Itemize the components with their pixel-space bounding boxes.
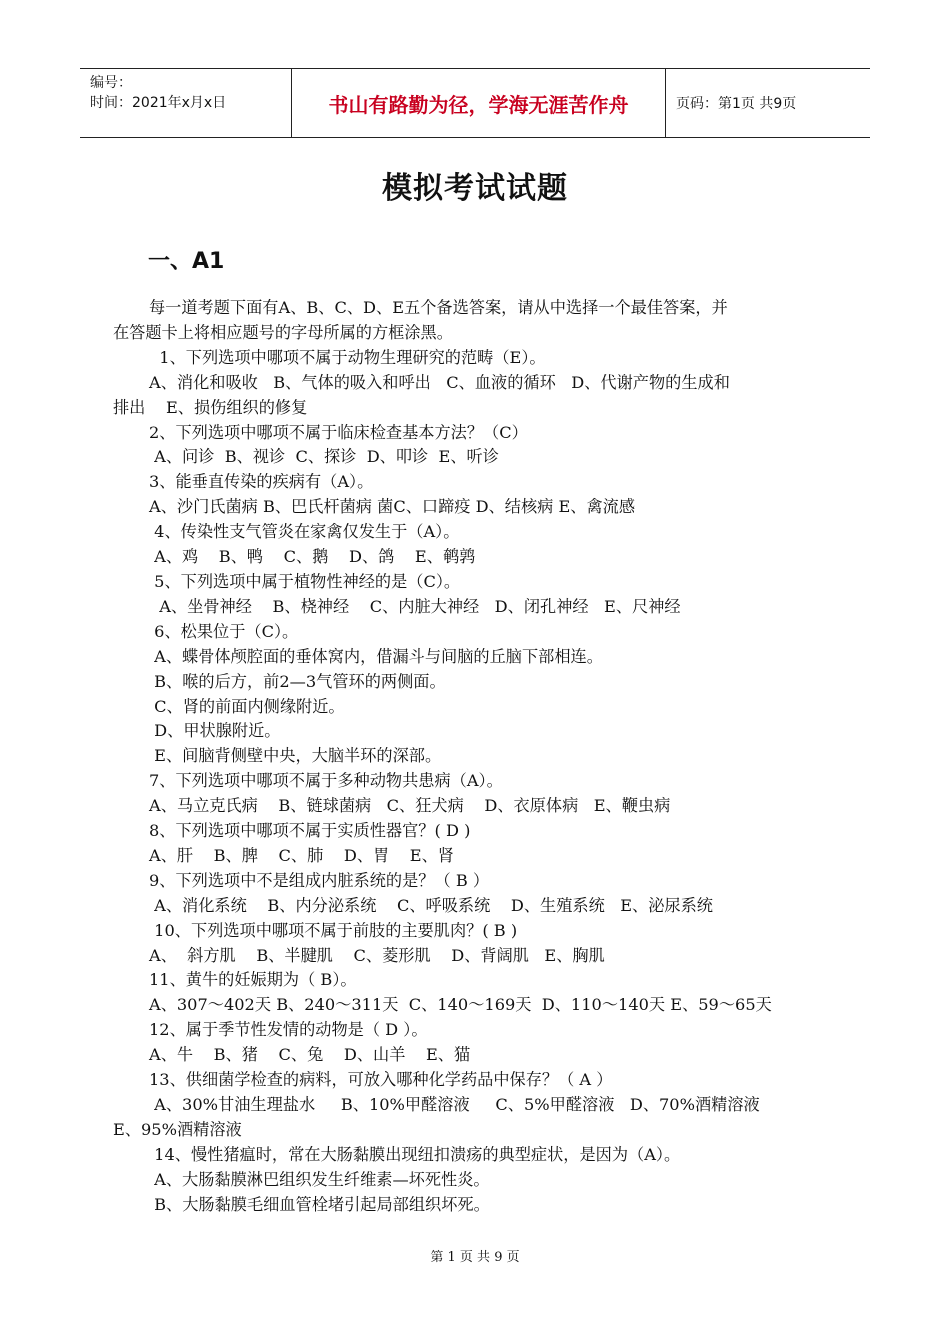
text-line: A、30%甘油生理盐水 B、10%甲醛溶液 C、5%甲醛溶液 D、70%酒精溶液 (149, 1095, 760, 1114)
text-line: 每一道考题下面有A、B、C、D、E五个备选答案，请从中选择一个最佳答案，并 (149, 298, 728, 317)
question-body (113, 296, 843, 1218)
text-line: A、消化和吸收 B、气体的吸入和呼出 C、血液的循环 D、代谢产物的生成和 (149, 372, 730, 392)
section-heading: 一、A1 (148, 249, 225, 274)
text-line: 排出 E、损伤组织的修复 (113, 397, 308, 417)
text-line: A、大肠黏膜淋巴组织发生纤维素—坏死性炎。 (149, 1169, 490, 1189)
text-line: 4、传染性支气管炎在家禽仅发生于（A）。 (149, 522, 460, 542)
header-page-info: 页码：第1页 共9页 (676, 96, 797, 112)
text-line: 13、供细菌学检查的病料，可放入哪种化学药品中保存？（ A ） (149, 1070, 613, 1090)
text-line: A、沙门氏菌病 B、巴氏杆菌病 菌C、口蹄疫 D、结核病 E、禽流感 (149, 497, 636, 517)
text-line: E、95%酒精溶液 (113, 1119, 242, 1139)
text-line: C、肾的前面内侧缘附近。 (149, 696, 345, 716)
text-line: 6、松果位于（C）。 (149, 621, 299, 641)
text-line: E、间脑背侧壁中央，大脑半环的深部。 (149, 746, 442, 766)
page-footer: 第 1 页 共 9 页 (430, 1250, 520, 1265)
text-line: 5、下列选项中属于植物性神经的是（C）。 (149, 571, 461, 591)
page-title: 模拟考试试题 (382, 171, 568, 206)
text-line: A、 斜方肌 B、半腱肌 C、菱形肌 D、背阔肌 E、胸肌 (149, 945, 605, 965)
text-line: A、牛 B、猪 C、兔 D、山羊 E、猫 (149, 1045, 471, 1065)
text-line: 12、属于季节性发情的动物是（ D ）。 (149, 1020, 428, 1040)
text-line: A、马立克氏病 B、链球菌病 C、狂犬病 D、衣原体病 E、鞭虫病 (149, 796, 671, 816)
text-line: 在答题卡上将相应题号的字母所属的方框涂黑。 (113, 322, 453, 342)
text-line: 8、下列选项中哪项不属于实质性器官？( D ) (149, 821, 471, 841)
text-line: 1、下列选项中哪项不属于动物生理研究的范畴（E）。 (149, 347, 546, 367)
text-line: B、喉的后方，前2—3气管环的两侧面。 (149, 671, 446, 691)
text-line: 10、下列选项中哪项不属于前肢的主要肌肉？( B ) (149, 920, 518, 940)
header-motto: 书山有路勤为径，学海无涯苦作舟 (291, 69, 666, 137)
text-line: A、307～402天 B、240～311天 C、140～169天 D、110～140天 E、59～65天 (149, 995, 772, 1015)
text-line: B、大肠黏膜毛细血管栓堵引起局部组织坏死。 (149, 1194, 490, 1214)
text-line: D、甲状腺附近。 (149, 721, 281, 741)
text-line: 9、下列选项中不是组成内脏系统的是？（ B ） (149, 870, 490, 890)
text-line: 2、下列选项中哪项不属于临床检查基本方法？（C） (149, 422, 528, 442)
page-header (80, 68, 870, 138)
text-line: 3、能垂直传染的疾病有（A）。 (149, 472, 374, 492)
text-line: A、消化系统 B、内分泌系统 C、呼吸系统 D、生殖系统 E、泌尿系统 (149, 895, 713, 915)
header-meta (80, 69, 291, 137)
text-line: A、肝 B、脾 C、肺 D、胃 E、肾 (149, 845, 454, 865)
text-line: A、鸡 B、鸭 C、鹅 D、鸽 E、鹌鹑 (149, 547, 476, 567)
text-line: A、问诊 B、视诊 C、探诊 D、叩诊 E、听诊 (149, 447, 499, 467)
text-line: 11、黄牛的妊娠期为（ B）。 (149, 970, 357, 990)
text-line: A、蝶骨体颅腔面的垂体窝内，借漏斗与间脑的丘脑下部相连。 (149, 646, 603, 666)
text-line: 14、慢性猪瘟时，常在大肠黏膜出现纽扣溃疡的典型症状，是因为（A）。 (149, 1144, 681, 1164)
document-date: 时间：2021年x月x日 (90, 95, 227, 111)
text-line: A、坐骨神经 B、桡神经 C、内脏大神经 D、闭孔神经 E、尺神经 (149, 596, 681, 616)
document-number-label: 编号： (90, 75, 132, 91)
text-line: 7、下列选项中哪项不属于多种动物共患病（A）。 (149, 771, 503, 791)
